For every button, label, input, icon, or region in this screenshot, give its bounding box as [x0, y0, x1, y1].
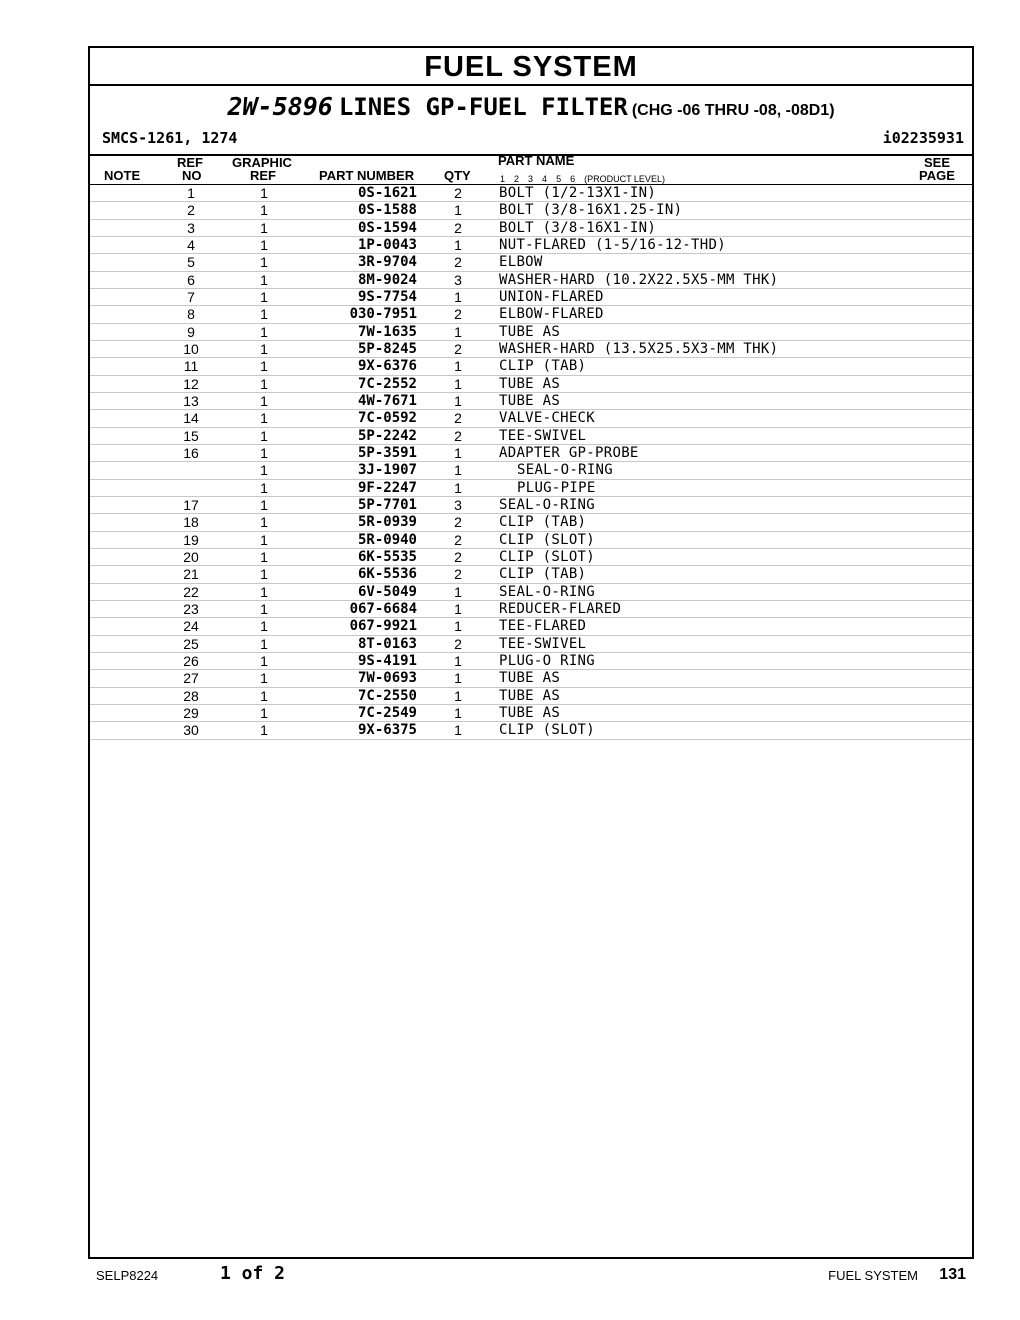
- part-number-cell: 6V-5049: [357, 583, 417, 600]
- qty-cell: 1: [454, 652, 462, 669]
- part-name-cell: BOLT (3/8-16X1.25-IN): [499, 202, 683, 219]
- part-number-cell: 5P-8245: [357, 340, 417, 357]
- graphic-ref-cell: 1: [260, 514, 268, 531]
- page-of: 1 of 2: [220, 1263, 286, 1284]
- graphic-ref-cell: 1: [260, 323, 268, 340]
- part-name-cell: SEAL-O-RING: [517, 462, 614, 479]
- part-number-cell: 5P-2242: [357, 427, 417, 444]
- qty-cell: 1: [454, 202, 462, 219]
- qty-cell: 1: [454, 618, 462, 635]
- product-level-6: 6: [570, 174, 576, 184]
- product-level-4: 4: [542, 174, 548, 184]
- graphic-ref-cell: 1: [260, 583, 268, 600]
- part-name-cell: ELBOW: [499, 254, 543, 271]
- qty-cell: 1: [454, 375, 462, 392]
- graphic-ref-cell: 1: [260, 236, 268, 253]
- part-name-cell: PLUG-O RING: [499, 652, 596, 669]
- header-part-name: PART NAME: [498, 153, 575, 168]
- table-row: [90, 653, 972, 670]
- graphic-ref-cell: 1: [260, 410, 268, 427]
- graphic-ref-cell: 1: [260, 635, 268, 652]
- qty-cell: 2: [454, 514, 462, 531]
- part-name-cell: CLIP (SLOT): [499, 722, 596, 739]
- header-ref-bottom: NO: [182, 168, 202, 183]
- graphic-ref-cell: 1: [260, 548, 268, 565]
- ref-no-cell: 23: [183, 600, 199, 617]
- table-row: [90, 722, 972, 739]
- part-number-cell: 0S-1588: [357, 202, 417, 219]
- part-name-cell: TUBE AS: [499, 704, 561, 721]
- part-number-cell: 5P-7701: [357, 496, 417, 513]
- qty-cell: 1: [454, 722, 462, 739]
- table-row: [90, 636, 972, 653]
- header-graphic-top: GRAPHIC: [232, 155, 292, 170]
- table-row: [90, 306, 972, 323]
- graphic-ref-cell: 1: [260, 306, 268, 323]
- part-number-cell: 6K-5536: [357, 566, 417, 583]
- graphic-ref-cell: 1: [260, 219, 268, 236]
- graphic-ref-cell: 1: [260, 566, 268, 583]
- qty-cell: 3: [454, 271, 462, 288]
- part-name-cell: WASHER-HARD (10.2X22.5X5-MM THK): [499, 271, 779, 288]
- product-level-scale: [500, 174, 674, 184]
- ref-no-cell: 3: [187, 219, 195, 236]
- qty-cell: 1: [454, 236, 462, 253]
- qty-cell: 2: [454, 566, 462, 583]
- part-name-cell: UNION-FLARED: [499, 288, 604, 305]
- part-name-cell: PLUG-PIPE: [517, 479, 596, 496]
- ref-no-cell: 26: [183, 652, 199, 669]
- graphic-ref-cell: 1: [260, 618, 268, 635]
- ref-no-cell: 25: [183, 635, 199, 652]
- part-number-cell: 7C-2550: [357, 687, 417, 704]
- part-name-cell: TUBE AS: [499, 687, 561, 704]
- table-row: [90, 670, 972, 687]
- qty-cell: 1: [454, 323, 462, 340]
- table-row: [90, 549, 972, 566]
- part-name-cell: VALVE-CHECK: [499, 410, 596, 427]
- product-level-3: 3: [528, 174, 534, 184]
- table-row: [90, 497, 972, 514]
- illustration-id: i02235931: [882, 129, 964, 147]
- part-name-cell: TUBE AS: [499, 375, 561, 392]
- table-row: [90, 705, 972, 722]
- part-number-cell: 0S-1594: [357, 219, 417, 236]
- part-name-cell: CLIP (TAB): [499, 566, 587, 583]
- ref-no-cell: 11: [183, 358, 199, 375]
- graphic-ref-cell: 1: [260, 687, 268, 704]
- graphic-ref-cell: 1: [260, 652, 268, 669]
- ref-no-cell: 19: [183, 531, 199, 548]
- part-name-cell: REDUCER-FLARED: [499, 600, 622, 617]
- header-note: NOTE: [104, 168, 141, 183]
- table-row: [90, 393, 972, 410]
- table-row: [90, 445, 972, 462]
- qty-cell: 2: [454, 548, 462, 565]
- assembly-serial-range: (CHG -06 THRU -08, -08D1): [631, 102, 835, 119]
- parts-table-body: [90, 185, 972, 740]
- ref-no-cell: 27: [183, 670, 199, 687]
- ref-no-cell: 17: [183, 496, 199, 513]
- qty-cell: 1: [454, 444, 462, 461]
- part-number-cell: 6K-5535: [357, 548, 417, 565]
- graphic-ref-cell: 1: [260, 254, 268, 271]
- part-number-cell: 7C-2552: [357, 375, 417, 392]
- table-row: [90, 358, 972, 375]
- table-row: [90, 532, 972, 549]
- qty-cell: 1: [454, 704, 462, 721]
- graphic-ref-cell: 1: [260, 704, 268, 721]
- ref-no-cell: 21: [183, 566, 199, 583]
- part-number-cell: 067-6684: [349, 600, 417, 617]
- ref-no-cell: 29: [183, 704, 199, 721]
- ref-no-cell: 10: [183, 340, 199, 357]
- part-number-cell: 7C-2549: [357, 704, 417, 721]
- qty-cell: 1: [454, 358, 462, 375]
- part-number-cell: 9S-7754: [357, 288, 417, 305]
- ref-no-cell: 5: [187, 254, 195, 271]
- part-number-cell: 3J-1907: [357, 462, 417, 479]
- table-row: [90, 202, 972, 219]
- header-qty: QTY: [444, 168, 471, 183]
- part-number-cell: 7C-0592: [357, 410, 417, 427]
- part-number-cell: 7W-1635: [357, 323, 417, 340]
- qty-cell: 1: [454, 600, 462, 617]
- qty-cell: 2: [454, 427, 462, 444]
- table-row: [90, 462, 972, 479]
- graphic-ref-cell: 1: [260, 340, 268, 357]
- publication-number: SELP8224: [96, 1268, 159, 1283]
- graphic-ref-cell: 1: [260, 392, 268, 409]
- part-number-cell: 9X-6375: [357, 722, 417, 739]
- assembly-number: 2W-5896: [227, 92, 333, 121]
- graphic-ref-cell: 1: [260, 670, 268, 687]
- table-row: [90, 688, 972, 705]
- page-number: 131: [939, 1266, 966, 1283]
- header-graphic-bottom: REF: [250, 168, 276, 183]
- table-row: [90, 272, 972, 289]
- graphic-ref-cell: 1: [260, 202, 268, 219]
- graphic-ref-cell: 1: [260, 375, 268, 392]
- part-name-cell: CLIP (SLOT): [499, 548, 596, 565]
- ref-no-cell: 28: [183, 687, 199, 704]
- part-name-cell: NUT-FLARED (1-5/16-12-THD): [499, 236, 726, 253]
- header-see-top: SEE: [924, 155, 951, 170]
- part-number-cell: 8T-0163: [357, 635, 417, 652]
- part-number-cell: 9S-4191: [357, 652, 417, 669]
- ref-no-cell: 2: [187, 202, 195, 219]
- part-name-cell: CLIP (TAB): [499, 358, 587, 375]
- graphic-ref-cell: 1: [260, 288, 268, 305]
- ref-no-cell: 20: [183, 548, 199, 565]
- qty-cell: 1: [454, 479, 462, 496]
- part-name-cell: TEE-FLARED: [499, 618, 587, 635]
- qty-cell: 1: [454, 288, 462, 305]
- qty-cell: 2: [454, 219, 462, 236]
- part-number-cell: 7W-0693: [357, 670, 417, 687]
- graphic-ref-cell: 1: [260, 427, 268, 444]
- footer-section-name: FUEL SYSTEM: [828, 1268, 918, 1283]
- part-name-cell: TUBE AS: [499, 392, 561, 409]
- table-row: [90, 341, 972, 358]
- ref-no-cell: 16: [183, 444, 199, 461]
- assembly-name: LINES GP-FUEL FILTER: [338, 93, 628, 121]
- qty-cell: 2: [454, 185, 462, 201]
- table-row: [90, 601, 972, 618]
- graphic-ref-cell: 1: [260, 358, 268, 375]
- table-row: [90, 566, 972, 583]
- part-number-cell: 1P-0043: [357, 236, 417, 253]
- part-name-cell: TUBE AS: [499, 323, 561, 340]
- part-number-cell: 5R-0940: [357, 531, 417, 548]
- product-level-2: 2: [514, 174, 520, 184]
- part-name-cell: SEAL-O-RING: [499, 583, 596, 600]
- table-row: [90, 428, 972, 445]
- ref-no-cell: 15: [183, 427, 199, 444]
- header-part-number: PART NUMBER: [319, 168, 415, 183]
- part-name-cell: ELBOW-FLARED: [499, 306, 604, 323]
- part-name-cell: CLIP (TAB): [499, 514, 587, 531]
- table-row: [90, 324, 972, 341]
- table-row: [90, 220, 972, 237]
- ref-no-cell: 6: [187, 271, 195, 288]
- ref-no-cell: 8: [187, 306, 195, 323]
- ref-no-cell: 12: [183, 375, 199, 392]
- table-row: [90, 584, 972, 601]
- part-name-cell: WASHER-HARD (13.5X25.5X3-MM THK): [499, 340, 779, 357]
- qty-cell: 1: [454, 670, 462, 687]
- qty-cell: 1: [454, 687, 462, 704]
- part-name-cell: BOLT (3/8-16X1-IN): [499, 219, 657, 236]
- qty-cell: 2: [454, 635, 462, 652]
- qty-cell: 1: [454, 462, 462, 479]
- part-number-cell: 8M-9024: [357, 271, 417, 288]
- table-row: [90, 237, 972, 254]
- part-number-cell: 5P-3591: [357, 444, 417, 461]
- qty-cell: 2: [454, 306, 462, 323]
- graphic-ref-cell: 1: [260, 600, 268, 617]
- header-see-bottom: PAGE: [919, 168, 955, 183]
- graphic-ref-cell: 1: [260, 531, 268, 548]
- ref-no-cell: 14: [183, 410, 199, 427]
- part-number-cell: 4W-7671: [357, 392, 417, 409]
- qty-cell: 2: [454, 340, 462, 357]
- ref-no-cell: 9: [187, 323, 195, 340]
- section-title: FUEL SYSTEM: [90, 48, 972, 86]
- graphic-ref-cell: 1: [260, 271, 268, 288]
- table-row: [90, 618, 972, 635]
- ref-no-cell: 4: [187, 236, 195, 253]
- part-name-cell: TEE-SWIVEL: [499, 635, 587, 652]
- table-row: [90, 480, 972, 497]
- product-level-label: (PRODUCT LEVEL): [584, 174, 665, 184]
- part-name-cell: CLIP (SLOT): [499, 531, 596, 548]
- part-number-cell: 9X-6376: [357, 358, 417, 375]
- part-name-cell: BOLT (1/2-13X1-IN): [499, 185, 657, 201]
- graphic-ref-cell: 1: [260, 722, 268, 739]
- part-number-cell: 9F-2247: [357, 479, 417, 496]
- ref-no-cell: 13: [183, 392, 199, 409]
- table-row: [90, 410, 972, 427]
- qty-cell: 2: [454, 254, 462, 271]
- graphic-ref-cell: 1: [260, 496, 268, 513]
- header-ref-top: REF: [177, 155, 203, 170]
- qty-cell: 2: [454, 531, 462, 548]
- product-level-5: 5: [556, 174, 562, 184]
- qty-cell: 1: [454, 583, 462, 600]
- ref-no-cell: 30: [183, 722, 199, 739]
- ref-no-cell: 24: [183, 618, 199, 635]
- table-row: [90, 254, 972, 271]
- ref-no-cell: 22: [183, 583, 199, 600]
- smcs-code: SMCS-1261, 1274: [102, 129, 238, 147]
- ref-no-cell: 1: [187, 185, 195, 201]
- qty-cell: 1: [454, 392, 462, 409]
- part-name-cell: TUBE AS: [499, 670, 561, 687]
- graphic-ref-cell: 1: [260, 185, 268, 201]
- table-row: [90, 376, 972, 393]
- table-row: [90, 289, 972, 306]
- table-row: [90, 185, 972, 202]
- part-number-cell: 5R-0939: [357, 514, 417, 531]
- ref-no-cell: 7: [187, 288, 195, 305]
- table-row: [90, 514, 972, 531]
- qty-cell: 2: [454, 410, 462, 427]
- page-frame: [88, 46, 974, 1259]
- graphic-ref-cell: 1: [260, 462, 268, 479]
- part-name-cell: TEE-SWIVEL: [499, 427, 587, 444]
- part-number-cell: 3R-9704: [357, 254, 417, 271]
- qty-cell: 3: [454, 496, 462, 513]
- product-level-1: 1: [500, 174, 506, 184]
- graphic-ref-cell: 1: [260, 444, 268, 461]
- graphic-ref-cell: 1: [260, 479, 268, 496]
- part-number-cell: 030-7951: [349, 306, 417, 323]
- ref-no-cell: 18: [183, 514, 199, 531]
- assembly-title: [90, 92, 972, 122]
- part-name-cell: ADAPTER GP-PROBE: [499, 444, 639, 461]
- part-number-cell: 067-9921: [349, 618, 417, 635]
- part-name-cell: SEAL-O-RING: [499, 496, 596, 513]
- part-number-cell: 0S-1621: [357, 185, 417, 201]
